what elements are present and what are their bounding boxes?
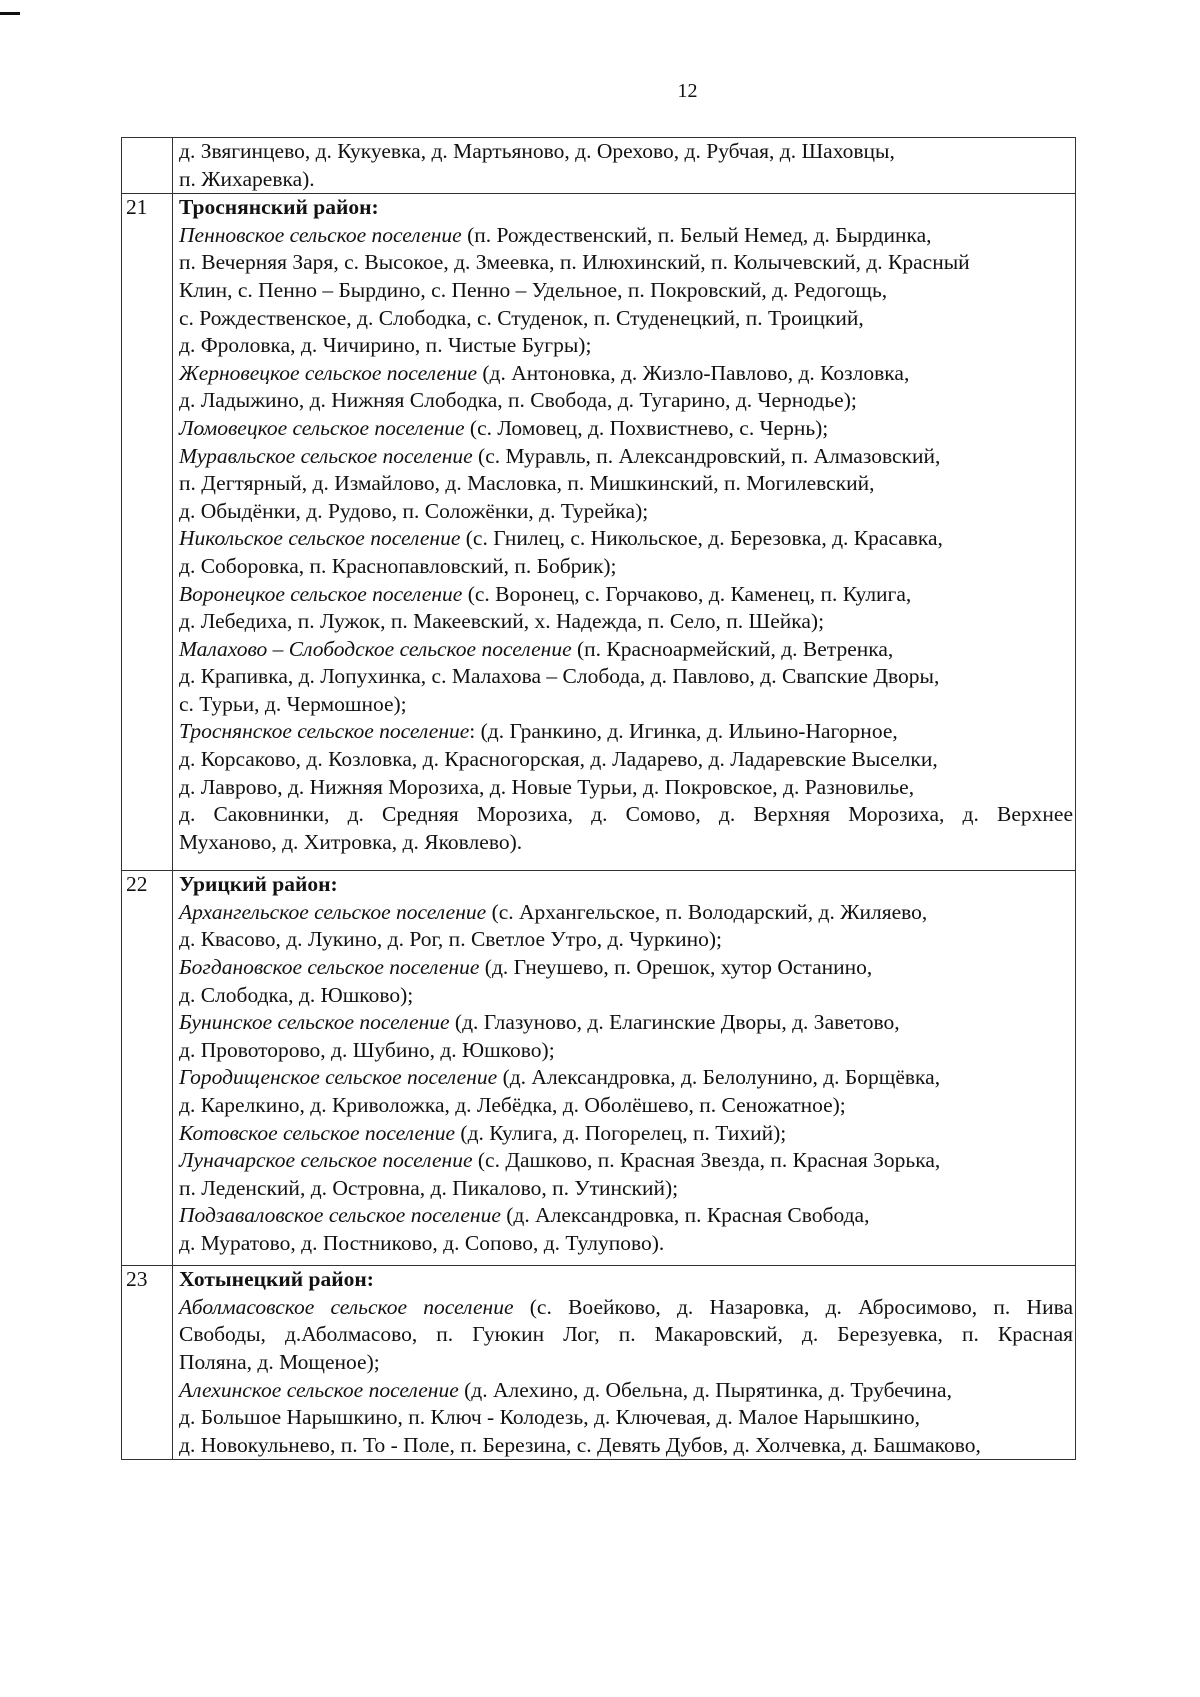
- settlement-name: Пенновское сельское поселение: [179, 222, 462, 247]
- locality-list: д. Провоторово, д. Шубино, д. Юшково);: [179, 1037, 555, 1062]
- table-row: [122, 138, 1076, 194]
- text-line: [179, 801, 1073, 829]
- text-line: [179, 581, 1073, 609]
- table-row: [122, 194, 1076, 871]
- row-number: 21: [122, 194, 173, 871]
- locality-list: д. Фроловка, д. Чичирино, п. Чистые Бугры);: [179, 333, 592, 358]
- settlement-name: Городищенское сельское поселение: [179, 1065, 498, 1090]
- locality-list: д. Корсаково, д. Козловка, д. Красногорская, д. Ладарево, д. Ладаревские Выселки,: [179, 747, 938, 772]
- text-line: [179, 746, 1073, 774]
- locality-list: д. Соборовка, п. Краснопавловский, п. Бобрик);: [179, 553, 617, 578]
- settlement-name: Муравльское сельское поселение: [179, 443, 473, 468]
- page-number: 12: [677, 80, 698, 102]
- text-line: [179, 1202, 1073, 1230]
- settlement-name: Воронецкое сельское поселение: [179, 581, 463, 606]
- text-line: [179, 1147, 1073, 1175]
- table-body: [122, 138, 1076, 1460]
- text-line: [179, 1037, 1073, 1065]
- table-row: [122, 1266, 1076, 1460]
- text-line: [179, 1064, 1073, 1092]
- text-line: [179, 1321, 1073, 1349]
- settlement-name: Котовское сельское поселение: [179, 1120, 456, 1145]
- locality-list: (д. Александровка, п. Красная Свобода,: [500, 1203, 870, 1228]
- locality-list: (с. Муравль, п. Александровский, п. Алмазовский,: [472, 443, 941, 468]
- settlement-name: Троснянское сельское поселение: [179, 719, 470, 744]
- settlements-table: [121, 137, 1076, 1460]
- text-line: [179, 332, 1073, 360]
- row-number: [122, 138, 173, 194]
- locality-list: (д. Антоновка, д. Жизло-Павлово, д. Козловка,: [477, 360, 910, 385]
- row-number: 23: [122, 1266, 173, 1460]
- district-heading: Троснянский район:: [179, 195, 379, 220]
- text-line: [179, 470, 1073, 498]
- text-line: [179, 1230, 1073, 1258]
- text-line: [179, 774, 1073, 802]
- text-line: [179, 608, 1073, 636]
- locality-list: Поляна, д. Мощеное);: [179, 1349, 380, 1374]
- settlement-name: Ломовецкое сельское поселение: [179, 415, 465, 440]
- locality-list: : (д. Гранкино, д. Игинка, д. Ильино-Нагорное,: [469, 719, 898, 744]
- text-line: [179, 1175, 1073, 1203]
- text-line: [179, 899, 1073, 927]
- text-line: [179, 663, 1073, 691]
- text-line: [179, 360, 1073, 388]
- settlement-name: Подзаваловское сельское поселение: [179, 1203, 501, 1228]
- table-row: [122, 871, 1076, 1266]
- locality-list: д. Крапивка, д. Лопухинка, с. Малахова – Слобода, д. Павлово, д. Свапские Дворы,: [179, 664, 940, 689]
- text-line: [179, 982, 1073, 1010]
- locality-list: п. Дегтярный, д. Измайлово, д. Масловка, п. Мишкинский, п. Могилевский,: [179, 471, 875, 496]
- text-line: [179, 553, 1073, 581]
- text-line: [179, 498, 1073, 526]
- text-line: [179, 1349, 1073, 1377]
- locality-list: д. Большое Нарышкино, п. Ключ - Колодезь, д. Ключевая, д. Малое Нарышкино,: [179, 1405, 920, 1430]
- locality-list: (с. Дашково, п. Красная Звезда, п. Красная Зорька,: [472, 1148, 941, 1173]
- text-line: [179, 443, 1073, 471]
- locality-list: (д. Гнеушево, п. Орешок, хутор Останино,: [479, 954, 873, 979]
- text-line: [179, 166, 1073, 194]
- row-number: 22: [122, 871, 173, 1266]
- text-line: [179, 718, 1073, 746]
- locality-list: п. Жихаревка).: [179, 166, 315, 191]
- text-line: [179, 1092, 1073, 1120]
- locality-list: (с. Ломовец, д. Похвистнево, с. Чернь);: [464, 415, 829, 440]
- text-line: [179, 249, 1073, 277]
- row-content: [173, 871, 1076, 1266]
- text-line: [179, 691, 1073, 719]
- text-line: [179, 829, 1073, 857]
- text-line: [179, 277, 1073, 305]
- locality-list: д. Муратово, д. Постниково, д. Сопово, д. Тулупово).: [179, 1230, 665, 1255]
- locality-list: Клин, с. Пенно – Бырдино, с. Пенно – Удельное, п. Покровский, д. Редогощь,: [179, 277, 888, 302]
- row-content: [173, 1266, 1076, 1460]
- locality-list: (с. Гнилец, с. Никольское, д. Березовка, д. Красавка,: [460, 526, 943, 551]
- locality-list: (с. Воронец, с. Горчаково, д. Каменец, п. Кулига,: [462, 581, 912, 606]
- settlement-name: Богдановское сельское поселение: [179, 954, 480, 979]
- locality-list: д. Обыдёнки, д. Рудово, п. Соложёнки, д. Турейка);: [179, 498, 649, 523]
- row-content: [173, 138, 1076, 194]
- text-line: [179, 1404, 1073, 1432]
- locality-list: Муханово, д. Хитровка, д. Яковлево).: [179, 829, 523, 854]
- locality-list: д. Саковнинки, д. Средняя Морозиха, д. Сомово, д. Верхняя Морозиха, д. Верхнее: [179, 802, 1073, 827]
- locality-list: (с. Воейково, д. Назаровка, д. Абросимово, п. Нива: [513, 1294, 1073, 1319]
- scan-edge-mark: [0, 12, 20, 15]
- locality-list: д. Слободка, д. Юшково);: [179, 982, 414, 1007]
- settlement-name: Аболмасовское сельское поселение: [179, 1294, 514, 1319]
- text-line: [179, 1377, 1073, 1405]
- locality-list: (д. Александровка, д. Белолунино, д. Борщёвка,: [497, 1065, 941, 1090]
- locality-list: д. Лебедиха, п. Лужок, п. Макеевский, х. Надежда, п. Село, п. Шейка);: [179, 609, 825, 634]
- locality-list: с. Рождественское, д. Слободка, с. Студенок, п. Студенецкий, п. Троицкий,: [179, 305, 864, 330]
- text-line: [179, 954, 1073, 982]
- text-line: [179, 415, 1073, 443]
- locality-list: д. Карелкино, д. Криволожка, д. Лебёдка, д. Оболёшево, п. Сеножатное);: [179, 1092, 846, 1117]
- locality-list: п. Леденский, д. Островна, д. Пикалово, п. Утинский);: [179, 1175, 679, 1200]
- text-line: [179, 926, 1073, 954]
- locality-list: (п. Красноармейский, д. Ветренка,: [571, 636, 894, 661]
- locality-list: д. Ладыжино, д. Нижняя Слободка, п. Свобода, д. Тугарино, д. Чернодье);: [179, 388, 857, 413]
- locality-list: п. Вечерняя Заря, с. Высокое, д. Змеевка, п. Илюхинский, п. Колычевский, д. Красный: [179, 250, 970, 275]
- locality-list: (д. Глазуново, д. Елагинские Дворы, д. Заветово,: [449, 1010, 900, 1035]
- locality-list: д. Квасово, д. Лукино, д. Рог, п. Светлое Утро, д. Чуркино);: [179, 927, 723, 952]
- locality-list: (д. Алехино, д. Обельна, д. Пырятинка, д. Трубечина,: [458, 1377, 952, 1402]
- locality-list: (п. Рождественский, п. Белый Немед, д. Бырдинка,: [461, 222, 932, 247]
- district-heading: Урицкий район:: [179, 872, 338, 897]
- settlement-name: Малахово – Слободское сельское поселение: [179, 636, 572, 661]
- text-line: [179, 1120, 1073, 1148]
- settlement-name: Алехинское сельское поселение: [179, 1377, 459, 1402]
- settlement-name: Никольское сельское поселение: [179, 526, 461, 551]
- settlement-name: Бунинское сельское поселение: [179, 1010, 450, 1035]
- text-line: [179, 387, 1073, 415]
- district-heading: Хотынецкий район:: [179, 1267, 374, 1292]
- text-line: [179, 1266, 1073, 1294]
- text-line: [179, 1294, 1073, 1322]
- locality-list: Свободы, д.Аболмасово, п. Гуюкин Лог, п. Макаровский, д. Березуевка, п. Красная: [179, 1322, 1073, 1347]
- text-line: [179, 871, 1073, 899]
- text-line: [179, 222, 1073, 250]
- locality-list: д. Новокульнево, п. То - Поле, п. Березина, с. Девять Дубов, д. Холчевка, д. Башмаково,: [179, 1432, 981, 1457]
- locality-list: (д. Кулига, д. Погорелец, п. Тихий);: [455, 1120, 787, 1145]
- text-line: [179, 194, 1073, 222]
- locality-list: с. Турьи, д. Чермошное);: [179, 691, 407, 716]
- text-line: [179, 636, 1073, 664]
- text-line: [179, 1432, 1073, 1460]
- settlement-name: Луначарское сельское поселение: [179, 1148, 473, 1173]
- text-line: [179, 1009, 1073, 1037]
- settlement-name: Жерновецкое сельское поселение: [179, 360, 477, 385]
- settlement-name: Архангельское сельское поселение: [179, 899, 487, 924]
- text-line: [179, 525, 1073, 553]
- text-line: [179, 138, 1073, 166]
- text-line: [179, 305, 1073, 333]
- locality-list: д. Звягинцево, д. Кукуевка, д. Мартьяново, д. Орехово, д. Рубчая, д. Шаховцы,: [179, 139, 895, 163]
- row-content: [173, 194, 1076, 871]
- locality-list: (с. Архангельское, п. Володарский, д. Жиляево,: [486, 899, 928, 924]
- locality-list: д. Лаврово, д. Нижняя Морозиха, д. Новые Турьи, д. Покровское, д. Разновилье,: [179, 774, 915, 799]
